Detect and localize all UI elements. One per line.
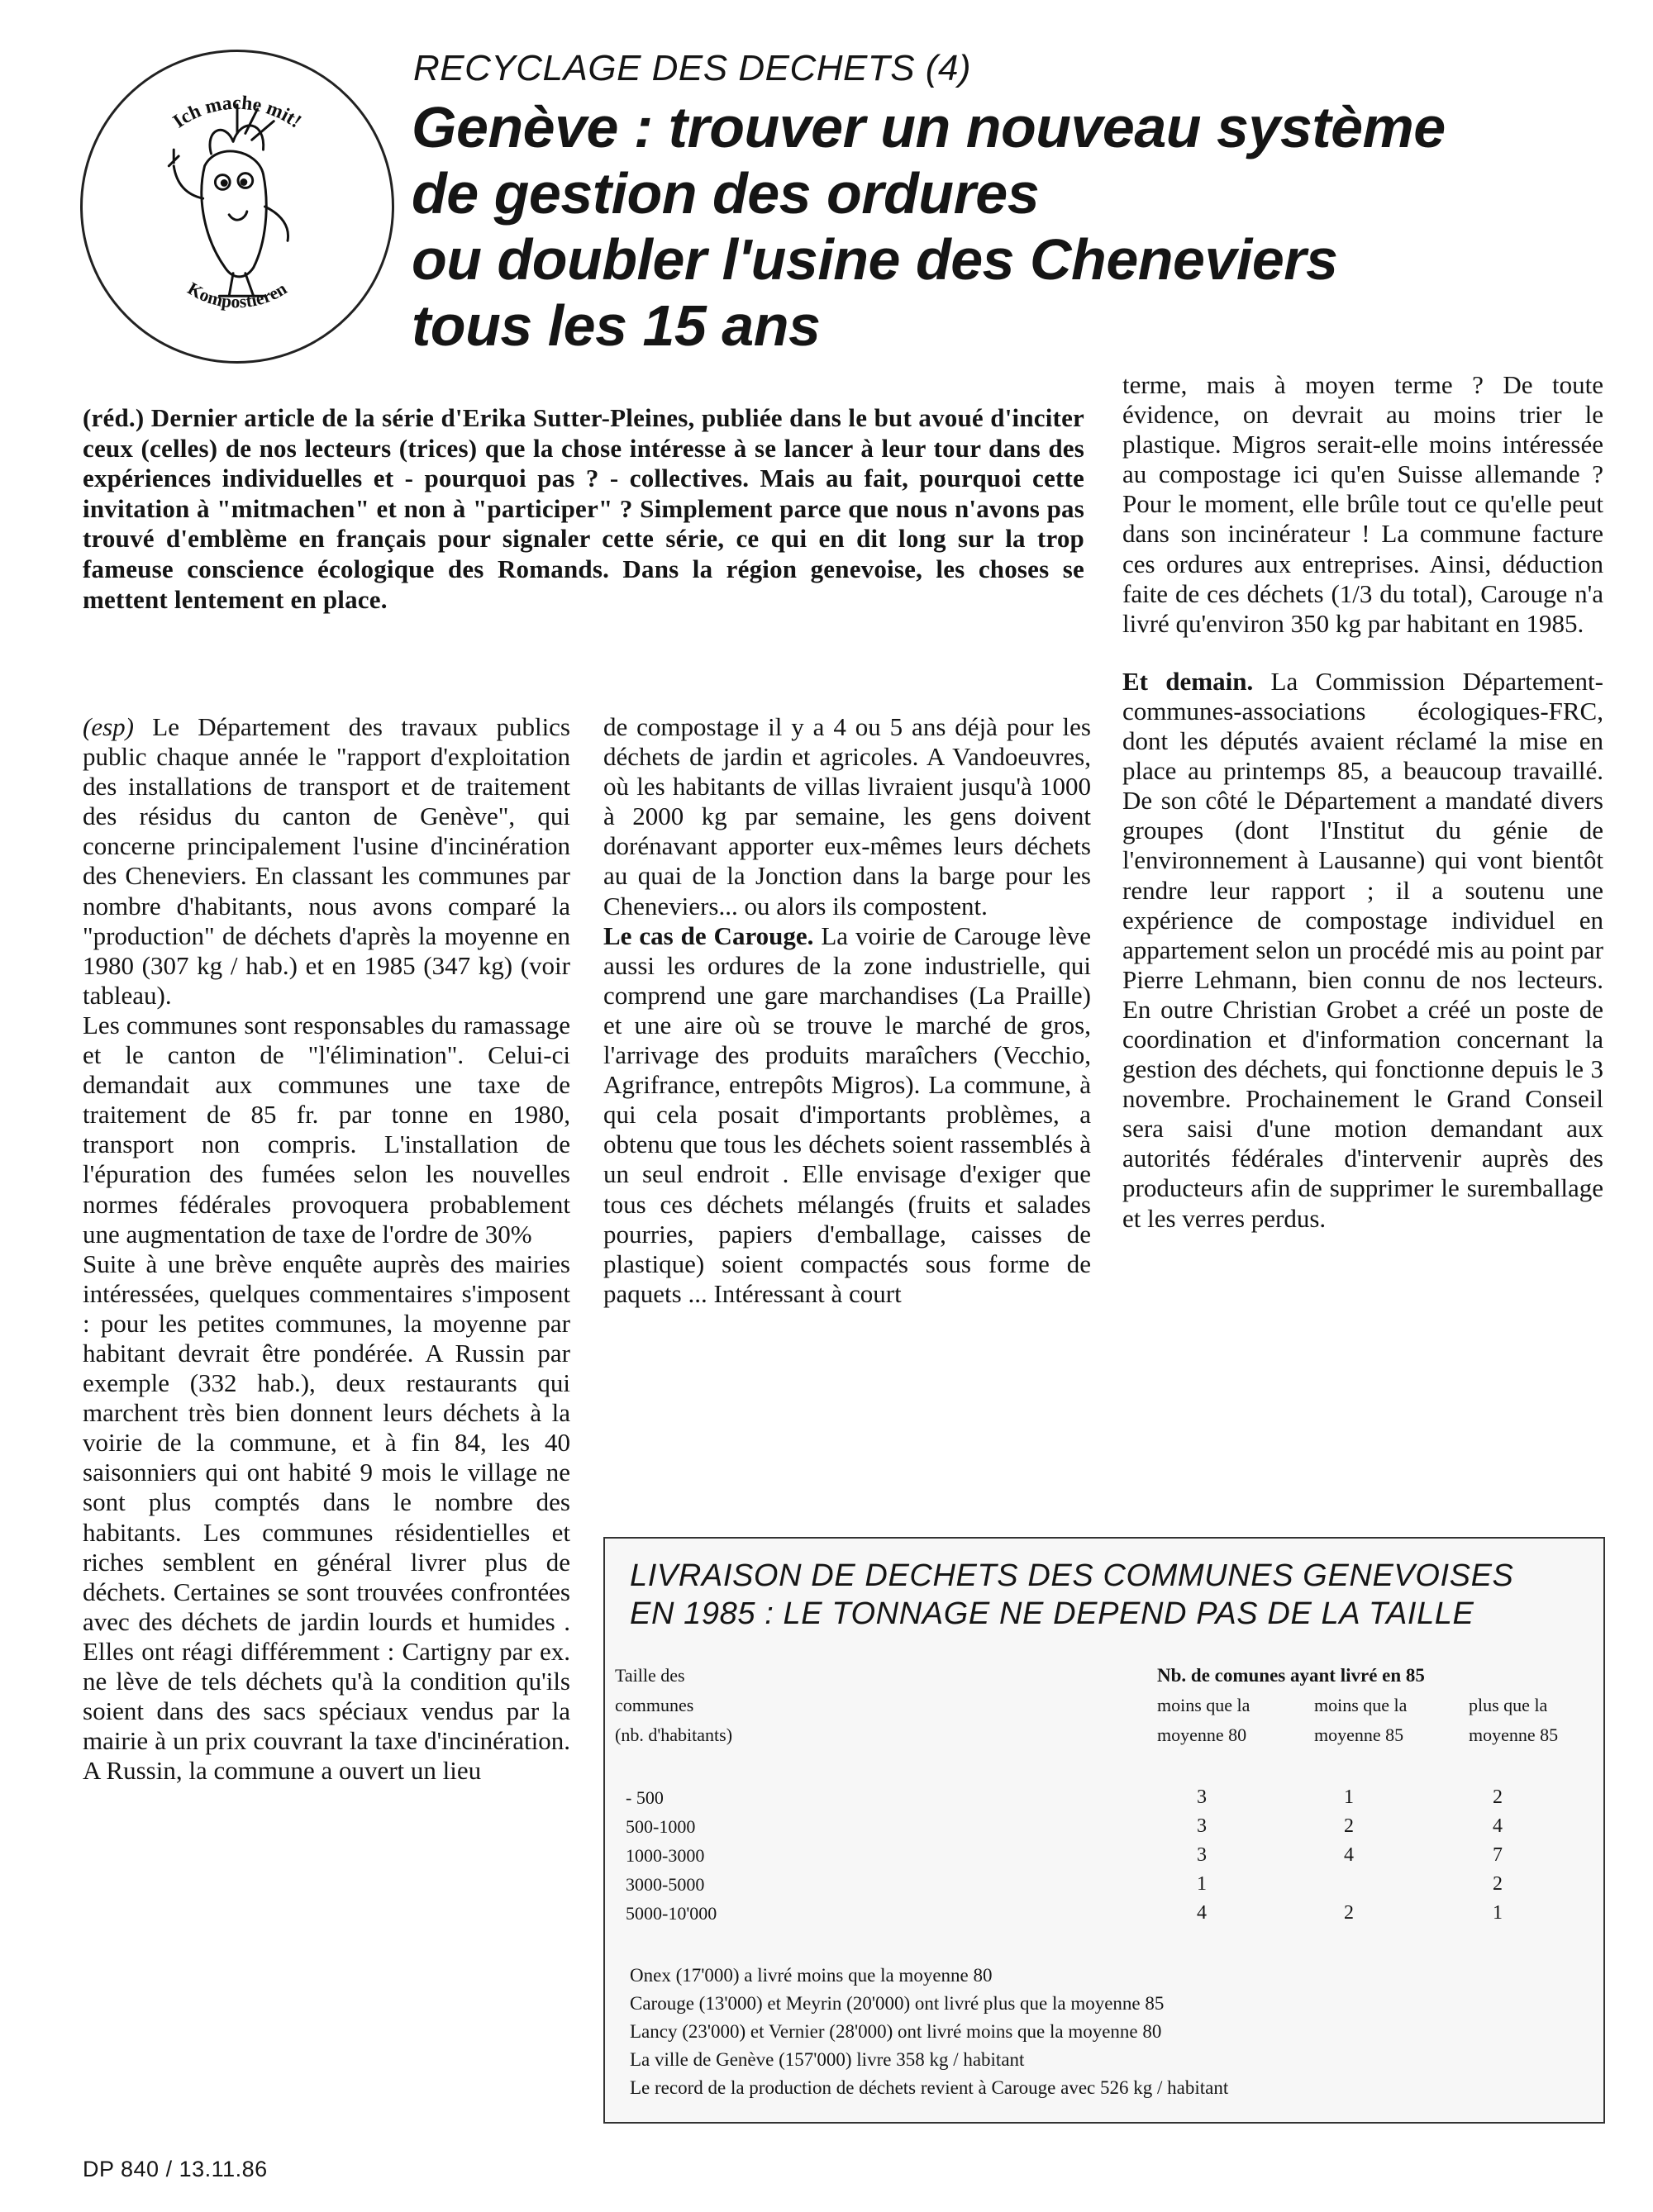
row-header-line-2: communes (615, 1695, 694, 1715)
col-header-1-line-1: moins que la (1157, 1695, 1250, 1715)
row-1-val-2: 1 (1344, 1786, 1354, 1808)
headline-line-3: ou doubler l'usine des Cheneviers (412, 227, 1338, 292)
logo-bottom-text: Kompostieren (183, 278, 291, 312)
waste-delivery-table (603, 1537, 1605, 2124)
article-headline (412, 94, 1627, 359)
row-size-1: - 500 (626, 1787, 664, 1808)
article-intro (83, 403, 1084, 615)
table-note-4: La ville de Genève (157'000) livre 358 kg / habitant (630, 2049, 1025, 2070)
logo-top-text: Ich mache mit! (169, 92, 306, 133)
col-header-1-line-2: moyenne 80 (1157, 1724, 1247, 1745)
table-title-line-1: LIVRAISON DE DECHETS DES COMMUNES GENEVOISES (630, 1558, 1514, 1593)
row-1-val-3: 2 (1493, 1786, 1503, 1808)
row-header-line-3: (nb. d'habitants) (615, 1724, 733, 1745)
row-size-2: 500-1000 (626, 1816, 696, 1837)
col1-text-1: Le Département des travaux publics public chaque année le "rapport d'exploitation des installations de transport et de traitement des résidus du canton de Genève", qui concerne principalement l'usine d'incinération des Cheneviers. En classant les communes par nombre d'habitants, nous avons comparé la "production" de déchets d'après la moyenne en 1980 (307 kg / hab.) et en 1985 (347 kg) (voir tableau). (83, 712, 570, 1010)
row-5-val-2: 2 (1344, 1902, 1354, 1924)
row-5-val-1: 4 (1197, 1902, 1207, 1924)
col-header-2-line-1: moins que la (1314, 1695, 1408, 1715)
row-4-val-3: 2 (1493, 1873, 1503, 1895)
intro-paragraph: (réd.) Dernier article de la série d'Erika Sutter-Pleines, publiée dans le but avoué d'inciter ceux (celles) de nos lecteurs (trices) que la chose intéresse à se lancer à leur tour dans des expériences individuelles et - pourquoi pas ? - collectives. Mais au fait, pourquoi cette invitation à "mitmachen" et non à "participer" ? Simplement parce que nous n'avons pas trouvé d'emblème en français pour signaler cette série, ce qui en dit long sur la trop fameuse conscience écologique des Romands. Dans la région genevoise, les choses se mettent lentement en place. (83, 403, 1084, 614)
col-header-3-line-1: plus que la (1469, 1695, 1548, 1715)
row-2-val-3: 4 (1493, 1815, 1503, 1837)
row-3-val-3: 7 (1493, 1844, 1503, 1866)
col2-text-2: La voirie de Carouge lève aussi les ordures de la zone industrielle, qui comprend une gare marchandises (La Praille) et une aire où se trouve le marché de gros, l'arrivage des produits maraîchers (Vecchio, Agrifrance, entrepôts Migros). La commune, à qui cela posait d'importants problèmes, a obtenu que tous les déchets soient rassemblés à un seul endroit . Elle envisage d'exiger que tous ces déchets mélangés (fruits et salades pourries, papiers d'emballage, caisses de plastique) soient compactés sous forme de paquets ... Intéressant à court (603, 920, 1091, 1308)
row-1-val-1: 3 (1197, 1786, 1207, 1808)
table-title (630, 1557, 1514, 1633)
col1-paragraph-3: Suite à une brève enquête auprès des mairies intéressées, quelques commentaires s'imposent : pour les petites communes, la moyenne par habitant devrait être pondérée. A Russin par exemple (332 hab.), deux restaurants qui marchent très bien donnent leurs déchets à la voirie de la commune, et à fin 84, les 40 saisonniers qui ont habité 9 mois le village ne sont plus comptés dans le nombre des habitants. Les communes résidentielles et riches semblent en général livrer plus de déchets. Certaines se sont trouvées confrontées avec des déchets de jardin lourds et humides . Elles ont réagi différemment : Cartigny par ex. ne lève de tels déchets qu'à la condition qu'ils soient dans des sacs spéciaux vendus par la mairie à un prix couvrant la taxe d'incinération. A Russin, la commune a ouvert un lieu (83, 1249, 570, 1786)
row-3-val-1: 3 (1197, 1844, 1207, 1866)
table-note-5: Le record de la production de déchets revient à Carouge avec 526 kg / habitant (630, 2077, 1229, 2098)
table-note-1: Onex (17'000) a livré moins que la moyenne 80 (630, 1965, 993, 1986)
row-size-3: 1000-3000 (626, 1845, 705, 1866)
row-2-val-2: 2 (1344, 1815, 1354, 1837)
col-header-3-line-2: moyenne 85 (1469, 1724, 1559, 1745)
col3-text-2: La Commission Département-communes-associations écologiques-FRC, dont les députés avaient réclamé la mise en place au printemps 85, a beaucoup travaillé. De son côté le Département a mandaté divers groupes (dont l'Institut du génie de l'environnement à Lausanne) qui vont bientôt rendre leur rapport ; il a soutenu une expérience de compostage individuel en appartement selon un procédé mis au point par Pierre Lehmann, bien connu de nos lecteurs. En outre Christian Grobet a créé un poste de coordination et d'information concernant la gestion des déchets, qui fonctionne depuis le 3 novembre. Prochainement le Grand Conseil sera saisi d'une motion demandant aux autorités fédérales d'intervenir auprès des producteurs afin de supprimer le suremballage et les verres perdus. (1122, 666, 1603, 1233)
col2-paragraph-1: de compostage il y a 4 ou 5 ans déjà pour les déchets de jardin et agricoles. A Vandoeuvres, où les habitants de villas livraient jusqu'à 1000 à 2000 kg par semaine, les gens doivent dorénavant apporter eux-mêmes leurs déchets au quai de la Jonction dans la barge pour les Cheneviers... ou alors ils compostent. (603, 712, 1091, 920)
group-header: Nb. de comunes ayant livré en 85 (1157, 1665, 1425, 1686)
col1-lead: (esp) (83, 712, 134, 741)
row-2-val-1: 3 (1197, 1815, 1207, 1837)
headline-line-2: de gestion des ordures (412, 161, 1040, 226)
headline-line-4: tous les 15 ans (412, 293, 821, 358)
col1-paragraph-2: Les communes sont responsables du ramassage et le canton de "l'élimination". Celui-ci demandait aux communes une taxe de traitement de 85 fr. par tonne en 1980, transport non compris. L'installation de l'épuration des fumées selon les nouvelles normes fédérales provoquera probablement une augmentation de taxe de l'ordre de 30% (83, 1010, 570, 1249)
col3-subhead: Et demain. (1122, 666, 1254, 696)
col3-paragraph-1: terme, mais à moyen terme ? De toute évidence, on devrait au moins trier le plastique. Migros serait-elle moins intéressée au compostage ici qu'en Suisse allemande ? Pour le moment, elle brûle tout ce qu'elle peut dans son incinérateur ! La commune facture ces ordures aux entreprises. Ainsi, déduction faite de ces déchets (1/3 du total), Carouge n'a livré qu'environ 350 kg par habitant en 1985. (1122, 370, 1603, 638)
col1-paragraph-1 (83, 712, 570, 1011)
logo-emblem (80, 50, 394, 364)
compost-mascot-illustration (83, 52, 392, 361)
column-1 (83, 712, 570, 1786)
col-header-2-line-2: moyenne 85 (1314, 1724, 1404, 1745)
issue-footer: DP 840 / 13.11.86 (83, 2157, 268, 2181)
table-title-line-2: EN 1985 : LE TONNAGE NE DEPEND PAS DE LA TAILLE (630, 1596, 1474, 1631)
column-3 (1122, 370, 1603, 1234)
col3-paragraph-2 (1122, 667, 1603, 1234)
row-header-line-1: Taille des (615, 1665, 685, 1686)
row-5-val-3: 1 (1493, 1902, 1503, 1924)
row-size-5: 5000-10'000 (626, 1903, 717, 1924)
col2-subhead: Le cas de Carouge. (603, 920, 814, 950)
row-4-val-1: 1 (1197, 1873, 1207, 1895)
col2-paragraph-2 (603, 921, 1091, 1309)
table-note-2: Carouge (13'000) et Meyrin (20'000) ont livré plus que la moyenne 85 (630, 1993, 1165, 2014)
table-note-3: Lancy (23'000) et Vernier (28'000) ont livré moins que la moyenne 80 (630, 2021, 1162, 2042)
headline-line-1: Genève : trouver un nouveau système (412, 95, 1446, 159)
column-2 (603, 712, 1091, 1309)
row-size-4: 3000-5000 (626, 1874, 705, 1895)
row-3-val-2: 4 (1344, 1844, 1354, 1866)
article-kicker: RECYCLAGE DES DECHETS (4) (413, 48, 972, 88)
